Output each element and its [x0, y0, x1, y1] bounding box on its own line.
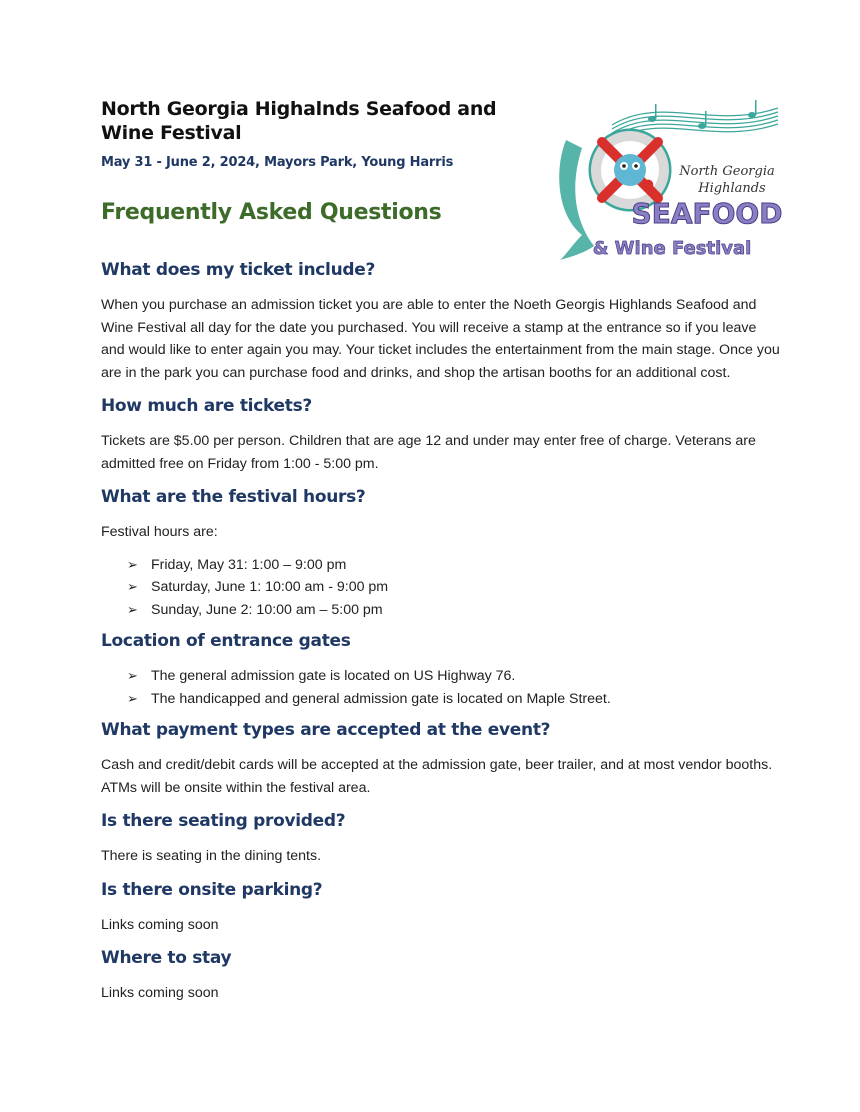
arrow-bullet-icon: ➢ — [127, 601, 138, 617]
answer-payment: Cash and credit/debit cards will be accepted at the admission gate, beer trailer, and at most vendor booths. ATMs will be onsite within the festival area. — [101, 757, 773, 796]
answer-stay: Links coming soon — [101, 985, 219, 1001]
question-seating: Is there seating provided? — [101, 811, 346, 831]
list-item — [127, 665, 781, 688]
arrow-bullet-icon: ➢ — [127, 690, 138, 706]
faq-heading: Frequently Asked Questions — [101, 200, 442, 225]
arrow-bullet-icon: ➢ — [127, 579, 138, 594]
question-price: How much are tickets? — [101, 396, 312, 416]
seafood-festival-logo-icon — [552, 100, 782, 262]
question-gates: Location of entrance gates — [101, 631, 351, 651]
answer-ticket: When you purchase an admission ticket you are able to enter the Noeth Georgis Highlands Seafood and Wine Festival all day for the date you purchased. You will receive a stamp at the entrance so if you leave and would like to enter again you may. Your ticket includes the entertainment from the main stage. Once you are in the park you can purchase food and drinks, and shop the artisan booths for an additional cost. — [101, 297, 780, 381]
logo-line-2: Highlands — [698, 181, 766, 196]
question-hours: What are the festival hours? — [101, 487, 366, 507]
gate-item-text: The general admission gate is located on US Highway 76. — [151, 668, 516, 684]
list-item — [127, 554, 781, 577]
logo-line-3: SEAFOOD — [631, 197, 782, 230]
answer-price: Tickets are $5.00 per person. Children that are age 12 and under may enter free of charge. Veterans are admitted free on Friday from 1:00 - 5:00 pm. — [101, 433, 756, 472]
faq-content — [101, 258, 781, 1015]
question-ticket: What does my ticket include? — [101, 260, 376, 280]
arrow-bullet-icon: ➢ — [127, 556, 138, 572]
answer-seating: There is seating in the dining tents. — [101, 848, 322, 864]
mermaid-icon — [559, 140, 594, 260]
question-payment: What payment types are accepted at the event? — [101, 720, 551, 740]
list-item — [127, 599, 781, 622]
gates-list — [127, 665, 781, 710]
gate-item-text: The handicapped and general admission gate is located on Maple Street. — [151, 690, 611, 707]
arrow-bullet-icon: ➢ — [127, 668, 138, 683]
festival-title: North Georgia Highalnds Seafood and Wine Festival — [101, 98, 497, 144]
answer-parking: Links coming soon — [101, 916, 219, 933]
answer-hours: Festival hours are: — [101, 524, 218, 540]
hours-item-text: Friday, May 31: 1:00 – 9:00 pm — [151, 556, 347, 573]
hours-item-text: Sunday, June 2: 10:00 am – 5:00 pm — [151, 601, 383, 618]
hours-list — [127, 554, 781, 622]
list-item — [127, 576, 781, 599]
question-stay: Where to stay — [101, 948, 232, 968]
list-item — [127, 688, 781, 711]
logo-line-1: North Georgia — [679, 164, 775, 179]
festival-dates: May 31 - June 2, 2024, Mayors Park, Young Harris — [101, 155, 454, 170]
document-header — [101, 97, 531, 170]
question-parking: Is there onsite parking? — [101, 879, 323, 900]
logo-line-4: & Wine Festival — [592, 238, 752, 259]
hours-item-text: Saturday, June 1: 10:00 am - 9:00 pm — [151, 579, 389, 595]
